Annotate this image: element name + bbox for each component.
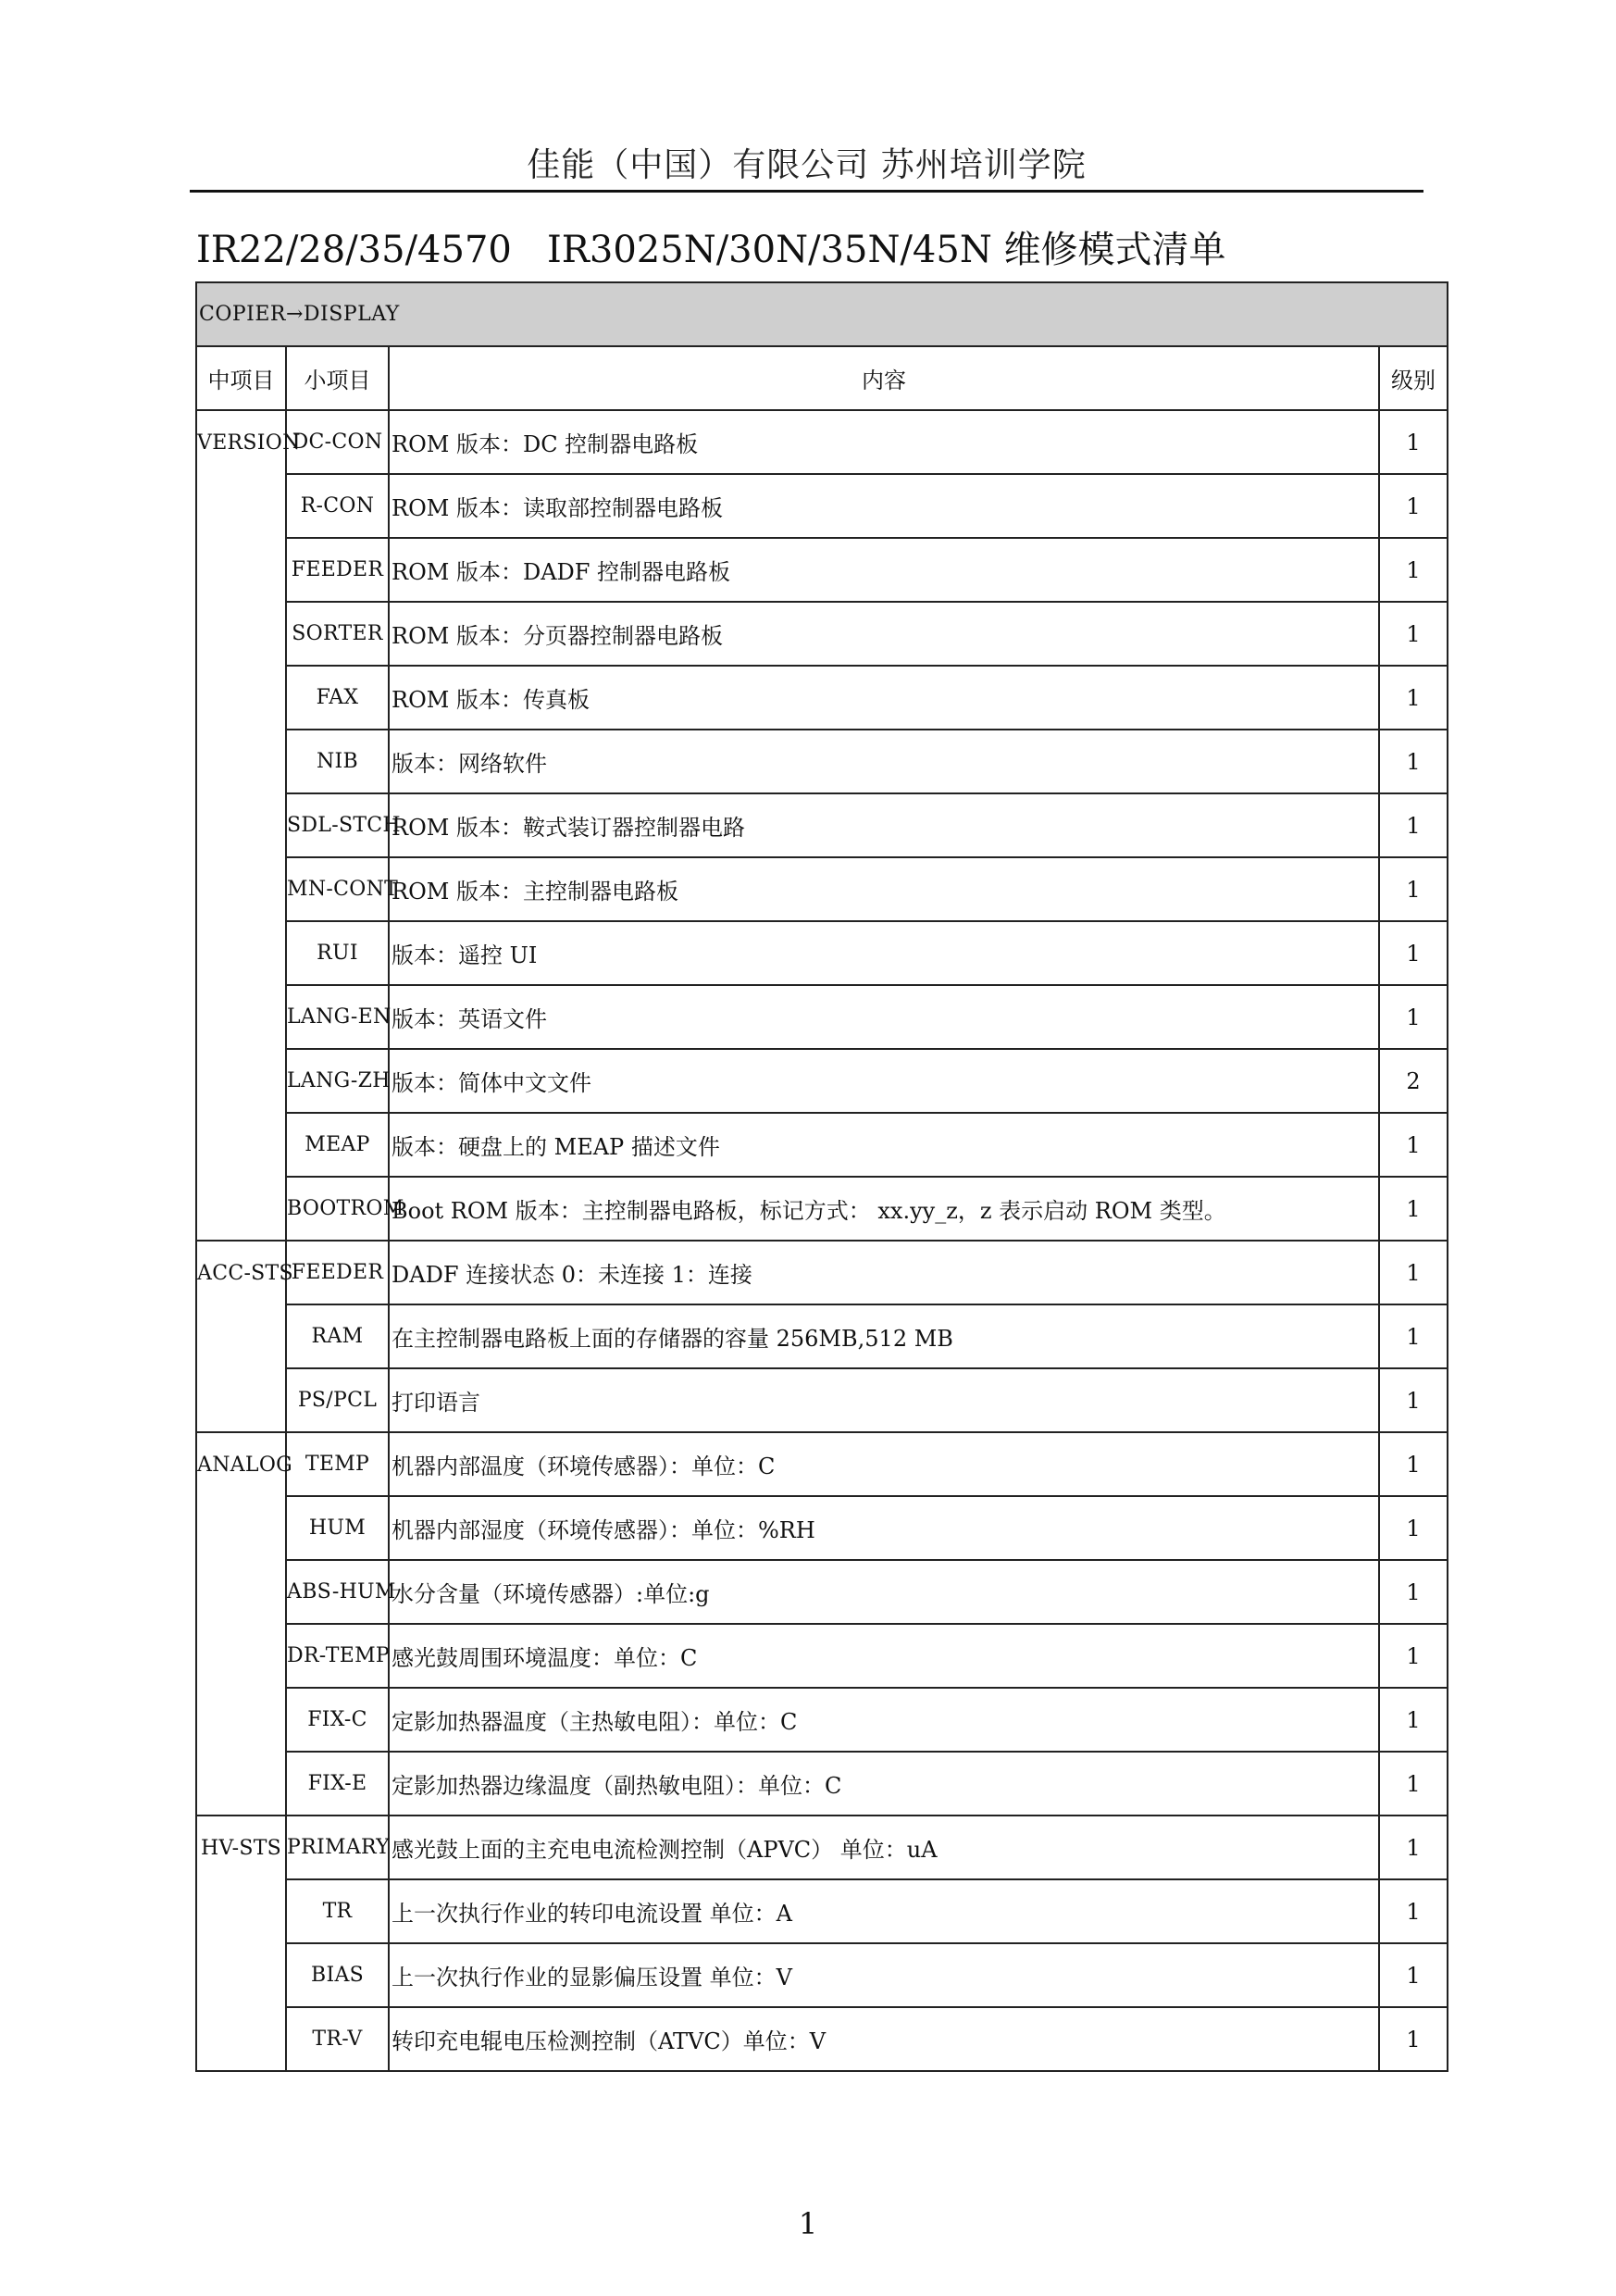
table-row — [196, 1560, 1448, 1624]
col-header-content: 内容 — [389, 346, 1379, 410]
sub-item-cell: BOOTROM — [286, 1177, 389, 1241]
sub-item-cell: FEEDER — [286, 538, 389, 602]
level-cell: 1 — [1379, 1241, 1448, 1304]
content-cell: 定影加热器温度（主热敏电阻）：单位：C — [389, 1688, 1379, 1752]
level-cell: 1 — [1379, 857, 1448, 921]
page-header: 佳能（中国）有限公司 苏州培训学院 — [527, 146, 1087, 184]
table-row — [196, 1049, 1448, 1113]
service-mode-table — [195, 281, 1448, 2072]
level-cell: 1 — [1379, 1752, 1448, 1816]
group-cell: ANALOG — [196, 1432, 286, 1816]
content-cell: ROM 版本：主控制器电路板 — [389, 857, 1379, 921]
level-cell: 1 — [1379, 1113, 1448, 1177]
content-cell: 机器内部温度（环境传感器）：单位：C — [389, 1432, 1379, 1496]
table-row — [196, 1688, 1448, 1752]
sub-item-cell: FEEDER — [286, 1241, 389, 1304]
level-cell: 1 — [1379, 1496, 1448, 1560]
table-row — [196, 1816, 1448, 1879]
level-cell: 1 — [1379, 1688, 1448, 1752]
group-cell: ACC-STS — [196, 1241, 286, 1432]
level-cell: 1 — [1379, 1624, 1448, 1688]
sub-item-cell: SDL-STCH — [286, 793, 389, 857]
group-cell: VERSION — [196, 410, 286, 1241]
sub-item-cell: DC-CON — [286, 410, 389, 474]
table-row — [196, 1177, 1448, 1241]
table-row — [196, 1241, 1448, 1304]
document-title: IR22/28/35/4570 IR3025N/30N/35N/45N 维修模式清单 — [196, 229, 1226, 271]
sub-item-cell: MEAP — [286, 1113, 389, 1177]
level-cell: 1 — [1379, 1943, 1448, 2007]
content-cell: 在主控制器电路板上面的存储器的容量 256MB,512 MB — [389, 1304, 1379, 1368]
column-header-row — [196, 346, 1448, 410]
level-cell: 1 — [1379, 985, 1448, 1049]
sub-item-cell: DR-TEMP — [286, 1624, 389, 1688]
section-label: COPIER→DISPLAY — [196, 282, 1448, 346]
table-row — [196, 857, 1448, 921]
content-cell: ROM 版本：DADF 控制器电路板 — [389, 538, 1379, 602]
level-cell: 1 — [1379, 1177, 1448, 1241]
sub-item-cell: RAM — [286, 1304, 389, 1368]
table-row — [196, 1304, 1448, 1368]
level-cell: 1 — [1379, 730, 1448, 793]
content-cell: 版本：硬盘上的 MEAP 描述文件 — [389, 1113, 1379, 1177]
sub-item-cell: PS/PCL — [286, 1368, 389, 1432]
level-cell: 1 — [1379, 1560, 1448, 1624]
level-cell: 1 — [1379, 474, 1448, 538]
content-cell: 定影加热器边缘温度（副热敏电阻）：单位：C — [389, 1752, 1379, 1816]
content-cell: ROM 版本：鞍式装订器控制器电路 — [389, 793, 1379, 857]
level-cell: 1 — [1379, 1879, 1448, 1943]
content-cell: ROM 版本：DC 控制器电路板 — [389, 410, 1379, 474]
level-cell: 2 — [1379, 1049, 1448, 1113]
content-cell: ROM 版本：读取部控制器电路板 — [389, 474, 1379, 538]
content-cell: ROM 版本：分页器控制器电路板 — [389, 602, 1379, 666]
table-row — [196, 793, 1448, 857]
sub-item-cell: TR — [286, 1879, 389, 1943]
sub-item-cell: SORTER — [286, 602, 389, 666]
content-cell: 上一次执行作业的显影偏压设置 单位：V — [389, 1943, 1379, 2007]
content-cell: 机器内部湿度（环境传感器）：单位：%RH — [389, 1496, 1379, 1560]
level-cell: 1 — [1379, 602, 1448, 666]
table-row — [196, 921, 1448, 985]
table-row — [196, 410, 1448, 474]
table-row — [196, 730, 1448, 793]
col-header-sub-item: 小项目 — [286, 346, 389, 410]
col-header-level: 级别 — [1379, 346, 1448, 410]
table-row — [196, 1496, 1448, 1560]
content-cell: 感光鼓周围环境温度：单位：C — [389, 1624, 1379, 1688]
sub-item-cell: FIX-C — [286, 1688, 389, 1752]
sub-item-cell: TEMP — [286, 1432, 389, 1496]
col-header-mid-item: 中项目 — [196, 346, 286, 410]
content-cell: 打印语言 — [389, 1368, 1379, 1432]
service-mode-table-container — [195, 281, 1447, 2072]
level-cell: 1 — [1379, 1368, 1448, 1432]
sub-item-cell: FIX-E — [286, 1752, 389, 1816]
table-row — [196, 2007, 1448, 2071]
table-row — [196, 538, 1448, 602]
content-cell: ROM 版本：传真板 — [389, 666, 1379, 730]
sub-item-cell: ABS-HUM — [286, 1560, 389, 1624]
table-row — [196, 1368, 1448, 1432]
sub-item-cell: PRIMARY — [286, 1816, 389, 1879]
level-cell: 1 — [1379, 921, 1448, 985]
content-cell: 感光鼓上面的主充电电流检测控制（APVC） 单位：uA — [389, 1816, 1379, 1879]
table-row — [196, 1113, 1448, 1177]
sub-item-cell: FAX — [286, 666, 389, 730]
table-row — [196, 1943, 1448, 2007]
sub-item-cell: BIAS — [286, 1943, 389, 2007]
sub-item-cell: RUI — [286, 921, 389, 985]
table-row — [196, 1624, 1448, 1688]
header-divider — [190, 190, 1423, 193]
sub-item-cell: LANG-ZH — [286, 1049, 389, 1113]
level-cell: 1 — [1379, 538, 1448, 602]
content-cell: 水分含量（环境传感器）:单位:g — [389, 1560, 1379, 1624]
sub-item-cell: NIB — [286, 730, 389, 793]
content-cell: 上一次执行作业的转印电流设置 单位：A — [389, 1879, 1379, 1943]
level-cell: 1 — [1379, 666, 1448, 730]
sub-item-cell: LANG-EN — [286, 985, 389, 1049]
table-row — [196, 1432, 1448, 1496]
level-cell: 1 — [1379, 793, 1448, 857]
content-cell: 版本：遥控 UI — [389, 921, 1379, 985]
sub-item-cell: R-CON — [286, 474, 389, 538]
level-cell: 1 — [1379, 410, 1448, 474]
level-cell: 1 — [1379, 1816, 1448, 1879]
level-cell: 1 — [1379, 2007, 1448, 2071]
content-cell: Boot ROM 版本：主控制器电路板，标记方式： xx.yy_z，z 表示启动 ROM 类型。 — [389, 1177, 1379, 1241]
content-cell: DADF 连接状态 0：未连接 1：连接 — [389, 1241, 1379, 1304]
group-cell: HV-STS — [196, 1816, 286, 2071]
table-row — [196, 666, 1448, 730]
sub-item-cell: MN-CONT — [286, 857, 389, 921]
content-cell: 转印充电辊电压检测控制（ATVC）单位：V — [389, 2007, 1379, 2071]
content-cell: 版本：简体中文文件 — [389, 1049, 1379, 1113]
sub-item-cell: HUM — [286, 1496, 389, 1560]
section-band-row — [196, 282, 1448, 346]
table-row — [196, 602, 1448, 666]
table-row — [196, 1879, 1448, 1943]
level-cell: 1 — [1379, 1432, 1448, 1496]
sub-item-cell: TR-V — [286, 2007, 389, 2071]
page-number: 1 — [798, 2206, 818, 2241]
level-cell: 1 — [1379, 1304, 1448, 1368]
content-cell: 版本：英语文件 — [389, 985, 1379, 1049]
table-row — [196, 1752, 1448, 1816]
table-row — [196, 474, 1448, 538]
table-row — [196, 985, 1448, 1049]
content-cell: 版本：网络软件 — [389, 730, 1379, 793]
